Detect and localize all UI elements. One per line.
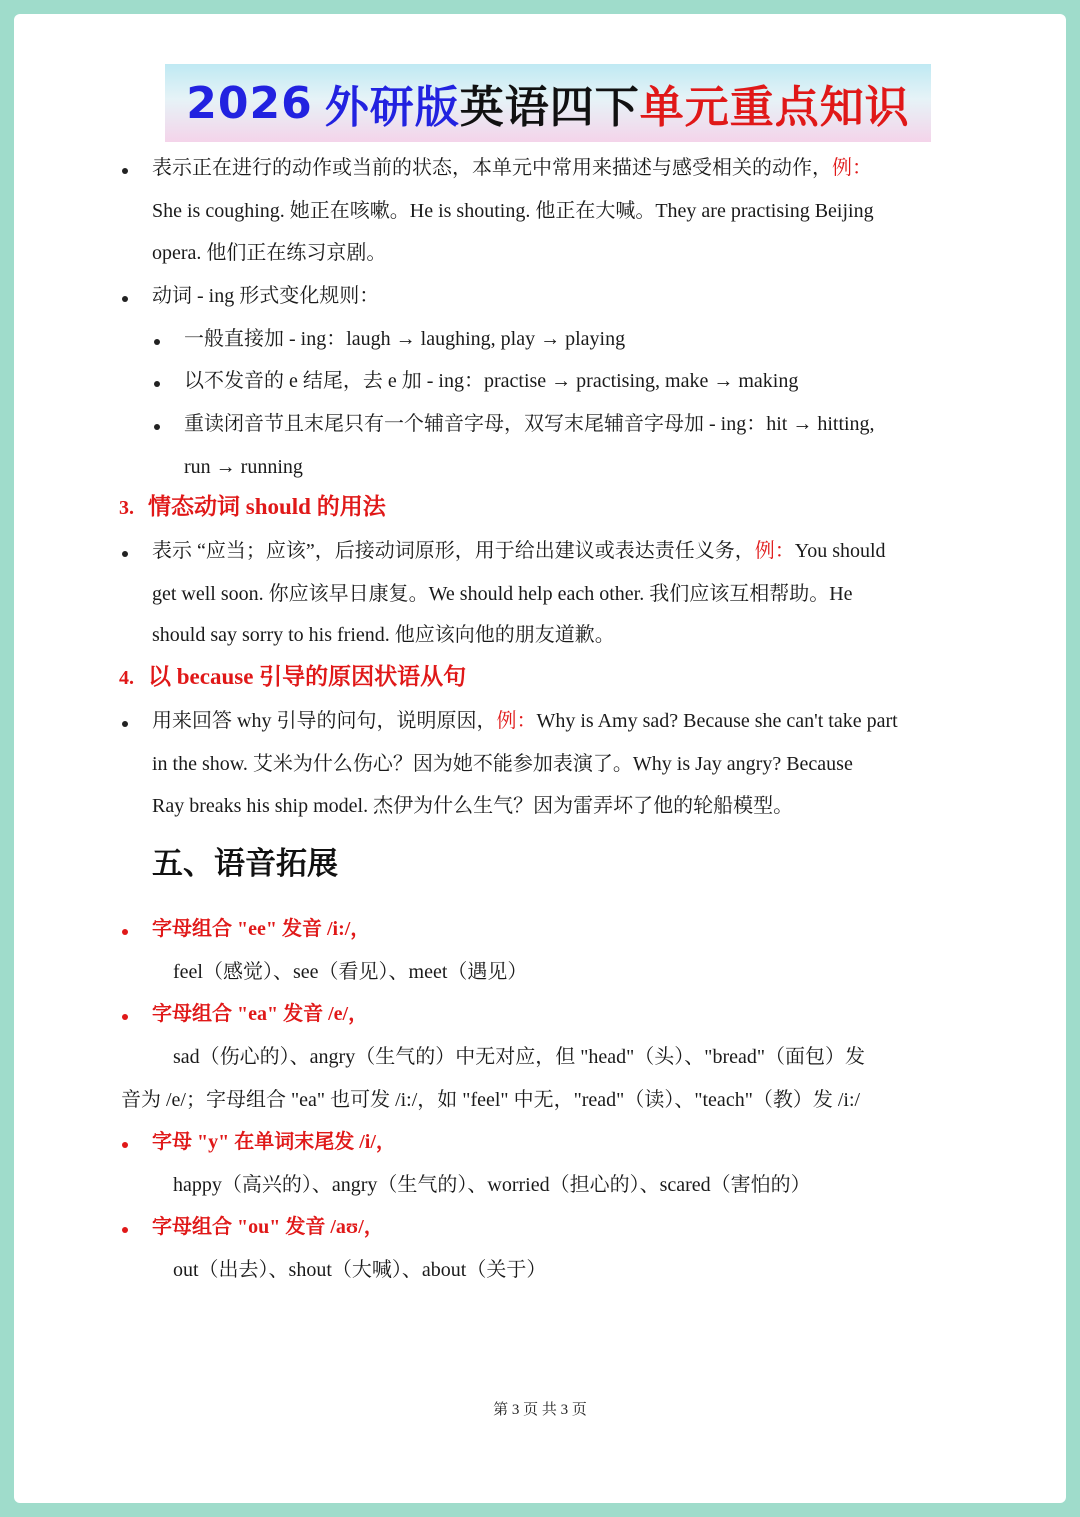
ou-words: out（出去）、shout（大喊）、about（关于） (173, 1259, 547, 1281)
sub-bullet-icon (154, 424, 160, 430)
bullet-icon (122, 168, 128, 174)
section-3-line3: should say sorry to his friend. 他应该向他的朋友道歉。 (152, 624, 615, 646)
section-4-bullet (152, 707, 1066, 735)
banner-year: 2026 (186, 77, 313, 129)
section-3-num: 3. (119, 497, 134, 519)
ing-rule-3: 重读闭音节且末尾只有一个辅音字母，双写末尾辅音字母加 - ing：hit → hitting, (184, 413, 875, 435)
ing-rule-1: 一般直接加 - ing：laugh → laughing, play → playing (184, 328, 626, 350)
intro-b1-line2: She is coughing. 她正在咳嗽。He is shouting. 他正在大喊。They are practising Beijing (152, 200, 874, 222)
banner-subject: 英语四下 (459, 82, 640, 133)
bullet-icon (122, 1227, 128, 1233)
bullet-icon (122, 1142, 128, 1148)
section-3-line2: get well soon. 你应该早日康复。We should help each other. 我们应该互相帮助。He (152, 583, 853, 605)
banner-topic: 单元重点知识 (639, 82, 910, 133)
ou-heading: 字母组合 "ou" 发音 /aʊ/， (152, 1216, 384, 1238)
intro-bullet-2: 动词 - ing 形式变化规则： (152, 285, 380, 307)
section-3-bullet (152, 537, 1066, 565)
y-heading: 字母 "y" 在单词末尾发 /i/， (152, 1131, 396, 1153)
ee-words: feel（感觉）、see（看见）、meet（遇见） (173, 961, 528, 983)
example-label: 例： (832, 157, 872, 179)
banner-publisher: 外研版 (324, 82, 460, 133)
bullet-icon (122, 296, 128, 302)
section-3-title: 情态动词 should 的用法 (148, 494, 386, 519)
section-4-heading (119, 662, 466, 693)
phonics-section-title: 五、语音拓展 (152, 846, 338, 881)
section-3-heading (119, 492, 386, 523)
section-4-title: 以 because 引导的原因状语从句 (148, 664, 467, 689)
page-number: 第 3 页 共 3 页 (493, 1402, 587, 1418)
bullet-icon (122, 1014, 128, 1020)
ee-heading: 字母组合 "ee" 发音 /i:/， (152, 918, 371, 940)
y-words: happy（高兴的）、angry（生气的）、worried（担心的）、scared（害怕的） (173, 1174, 811, 1196)
ea-heading: 字母组合 "ea" 发音 /e/， (152, 1003, 369, 1025)
bullet-icon (122, 551, 128, 557)
section-4-line2: in the show. 艾米为什么伤心？因为她不能参加表演了。Why is Jay angry? Because (152, 753, 853, 775)
intro-b1-line3: opera. 他们正在练习京剧。 (152, 242, 387, 264)
sub-bullet-icon (154, 339, 160, 345)
ea-line-1: sad（伤心的）、angry（生气的）中无对应，但 "head"（头）、"bread"（面包）发 (173, 1046, 866, 1068)
example-label: 例： (496, 710, 537, 732)
bullet-icon (122, 929, 128, 935)
section-4-num: 4. (119, 667, 134, 689)
intro-bullet-1 (152, 154, 1066, 182)
sub-bullet-icon (154, 381, 160, 387)
ing-rule-2: 以不发音的 e 结尾，去 e 加 - ing：practise → practising, make → making (184, 370, 799, 392)
ing-rule-3-cont: run → running (184, 456, 303, 478)
example-label: 例： (754, 540, 795, 562)
section-3-tail: You should (794, 540, 886, 562)
intro-b1-text: 表示正在进行的动作或当前的状态，本单元中常用来描述与感受相关的动作， (152, 157, 832, 179)
document-page (14, 14, 1066, 1503)
section-4-line3: Ray breaks his ship model. 杰伊为什么生气？因为雷弄坏了他的轮船模型。 (152, 795, 794, 817)
section-4-tail: Why is Amy sad? Because she can't take part (536, 710, 898, 732)
section-4-text: 用来回答 why 引导的问句，说明原因， (152, 710, 497, 732)
ea-line-2: 音为 /e/；字母组合 "ea" 也可发 /i:/，如 "feel" 中无，"read"（读）、"teach"（教）发 /i:/ (121, 1089, 861, 1111)
section-3-text: 表示 “应当；应该”，后接动词原形，用于给出建议或表达责任义务， (152, 540, 755, 562)
bullet-icon (122, 721, 128, 727)
title-banner (165, 64, 931, 142)
